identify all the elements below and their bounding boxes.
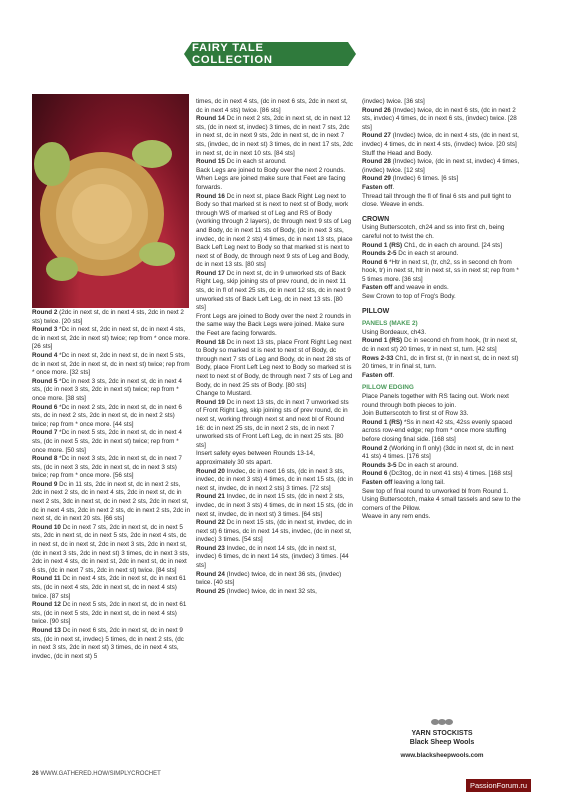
instruction-paragraph: [196, 588, 354, 597]
round-label: Round 1 (RS): [362, 241, 403, 249]
round-label: Round 23: [196, 544, 225, 552]
instruction-text: Place Panels together with RS facing out. Work next round through both pieces to join.: [362, 393, 509, 409]
instruction-text: (Invdec) twice, dc in next 6 sts, (dc in next 2 sts, invdec) 4 times, dc in next 6 sts, (invdec) twice. [28 sts]: [362, 106, 517, 131]
instruction-paragraph: [362, 419, 522, 445]
instruction-text: Dc in each st around.: [224, 158, 287, 166]
instruction-paragraph: [362, 175, 522, 184]
round-label: Round 29: [362, 175, 391, 183]
instruction-paragraph: [362, 259, 522, 285]
instruction-text: (Dc3tog, dc in next 41 sts) 4 times. [168 sts]: [387, 470, 513, 478]
round-label: Round 8: [32, 455, 58, 463]
round-label: Round 25: [196, 587, 225, 595]
instruction-text: Dc in each st around.: [396, 461, 459, 469]
instruction-text: Dc in next 13 sts, dc in next 7 unworked sts of Front Right Leg, skip joining sts of prev round, dc in next st, working through next st and next bl of Round 16: dc in next 25 sts, dc in next 2 sts, dc in next 7 unworked sts of Front Left Leg, dc in next 25 sts. [80 sts]: [196, 398, 349, 449]
subheading: PILLOW EDGING: [362, 384, 414, 392]
round-label: Round 10: [32, 523, 61, 531]
frog-illustration: [32, 94, 189, 308]
instruction-text: Using Butterscotch, ch24 and ss into first ch, being careful not to twist the ch.: [362, 224, 505, 240]
instruction-paragraph: [362, 250, 522, 259]
round-label: Round 1 (RS): [362, 418, 403, 426]
round-label: Round 2: [362, 444, 388, 452]
instruction-paragraph: [196, 115, 354, 158]
instruction-paragraph: [362, 337, 522, 354]
instruction-text: Thread tail through the fl of final 6 sts and pull tight to close. Weave in ends.: [362, 192, 512, 209]
instruction-paragraph: [196, 167, 354, 193]
round-label: Round 2: [32, 309, 58, 316]
instruction-paragraph: [196, 450, 354, 467]
round-label: Round 17: [196, 269, 225, 277]
instruction-paragraph: [196, 339, 354, 391]
instruction-paragraph: [32, 575, 190, 601]
instruction-paragraph: [196, 390, 354, 399]
instruction-text: Dc in next st, dc in 9 unworked sts of Back Right Leg, skip joining sts of prev round, dc in next 11 sts, dc in fl of next 25 sts, dc in next 12 sts, dc in next 9 unworked sts of Back Left Leg, dc in next 13 sts. [80 sts]: [196, 269, 351, 312]
subheading: PANELS (MAKE 2): [362, 320, 418, 328]
instruction-text: Sew Crown to top of Frog's Body.: [362, 293, 456, 301]
round-label: Round 12: [32, 601, 61, 609]
round-label: Round 6: [362, 470, 388, 478]
instruction-text: Sew top of final round to unworked bl from Round 1.: [362, 487, 509, 495]
instruction-text: Dc in 11 sts, 2dc in next st, dc in next 2 sts, 2dc in next 2 sts, dc in next 4 sts, 2dc in next st, dc in next 2 sts, 3dc in next st, dc in next 2 sts, 2dc in next st, dc in next 4 sts, 2dc in next 2 sts, dc in next 2 sts, 2dc in next st, dc in next 20 sts. [66 sts]: [32, 480, 190, 523]
instruction-text: Front Legs are joined to Body over the next 2 rounds in the same way the Back Legs were joined. Make sure the Feet are facing forwards.: [196, 312, 351, 338]
section-banner: [192, 42, 348, 66]
instruction-paragraph: [362, 355, 522, 372]
round-label: Round 6: [32, 403, 58, 411]
instruction-paragraph: [362, 496, 522, 513]
stockists-name: Black Sheep Wools: [409, 739, 475, 746]
instruction-text: (invdec) twice. [36 sts]: [362, 98, 425, 105]
instruction-text: Weave in any rem ends.: [362, 513, 431, 521]
instruction-paragraph: [196, 193, 354, 270]
instruction-paragraph: [196, 545, 354, 571]
instruction-text: *Dc in next st, 2dc in next st, dc in next 5 sts, dc in next st, 2dc in next st, dc in next st) twice; rep from * once more. [32 sts]: [32, 351, 190, 377]
instruction-text: Dc in each st around.: [396, 250, 459, 258]
instruction-paragraph: [32, 601, 190, 627]
instruction-text: *Dc in next 3 sts, 2dc in next st, dc in next 7 sts, (dc in next 3 sts, 2dc in next st, dc in next 3 sts) twice; rep from * once more. [56 sts]: [32, 455, 182, 480]
instruction-paragraph: [32, 455, 190, 481]
instruction-paragraph: [196, 313, 354, 339]
instruction-paragraph: [196, 270, 354, 313]
instruction-text: Change to Mustard.: [196, 390, 252, 398]
round-label: Round 15: [196, 158, 225, 166]
instruction-paragraph: [362, 513, 522, 522]
round-label: Round 22: [196, 519, 225, 527]
instruction-text: Invdec, dc in next 15 sts, (dc in next 2 sts, invdec, dc in next 3 sts) 4 times, dc in next 15 sts, (dc in next st, invdec, dc in next st) 3 times. [64 sts]: [196, 493, 353, 518]
round-label: Round 5: [32, 377, 58, 385]
instruction-paragraph: [362, 445, 522, 462]
instruction-paragraph: [196, 399, 354, 451]
instruction-text: *Htr in next st, (tr, ch2, ss in second ch from hook, tr) in next st, htr in next st, ss in next st; rep from * 5 times more. [36 sts]: [362, 258, 519, 283]
instruction-paragraph: [362, 98, 522, 107]
instruction-text: Invdec, dc in next 16 sts, (dc in next 3 sts, invdec, dc in next 3 sts) 4 times, dc in next 15 sts, (dc in next st, invdec, dc in next 2 sts) 3 times. [72 sts]: [196, 467, 353, 492]
instruction-paragraph: [196, 468, 354, 494]
instruction-paragraph: [196, 493, 354, 519]
instruction-paragraph: [362, 107, 522, 133]
instruction-paragraph: [362, 193, 522, 210]
instruction-text: Dc in next 15 sts, (dc in next st, invdec, dc in next st) 6 times, dc in next 14 sts, invdec, (dc in next st, invdec) 3 times. [54 sts]: [196, 519, 352, 544]
page-footer: [32, 771, 161, 777]
instruction-text: Using Butterscotch, make 4 small tassels and sew to the corners of the Pillow.: [362, 496, 521, 512]
instruction-text: (Invdec) twice, dc in next 4 sts, (dc in next st, invdec) 4 times, dc in next 4 sts, (invdec) twice. [20 sts]: [362, 132, 519, 148]
instruction-paragraph: [362, 410, 522, 419]
instruction-text: *Dc in next st, 2dc in next st, dc in next 4 sts, dc in next st, 2dc in next st) twice; rep from * once more. [26 sts]: [32, 326, 190, 351]
instruction-paragraph: [32, 524, 190, 576]
round-label: Fasten off: [362, 371, 393, 379]
section-heading: PILLOW: [362, 307, 390, 315]
instruction-paragraph: [196, 98, 354, 115]
instruction-text: (2dc in next st, dc in next 4 sts, 2dc in next 2 sts) twice. [20 sts]: [32, 309, 184, 325]
instruction-text: Back Legs are joined to Body over the next 2 rounds. When Legs are joined make sure that Feet are facing forwards.: [196, 166, 346, 191]
instruction-paragraph: [32, 326, 190, 352]
footer-site[interactable]: WWW.GATHERED.HOW/SIMPLYCROCHET: [40, 771, 161, 777]
stockists-title: YARN STOCKISTS: [411, 730, 473, 737]
instruction-paragraph: [362, 132, 522, 149]
frog-photo: [32, 94, 189, 308]
instruction-paragraph: [32, 309, 190, 326]
round-label: Round 1 (RS): [362, 337, 403, 345]
instruction-paragraph: [362, 393, 522, 410]
instruction-text: (Invdec) twice, (dc in next st, invdec) 4 times, (invdec) twice. [12 sts]: [362, 158, 520, 174]
instruction-paragraph: [362, 184, 522, 193]
column-middle: [196, 98, 354, 596]
round-label: Round 13: [32, 626, 61, 634]
instruction-text: *Ss in next 42 sts, 42ss evenly spaced across row-end edge; rep from * once more stuffing before closing final side. [168 sts]: [362, 418, 513, 443]
instruction-paragraph: [32, 404, 190, 430]
instruction-text: and weave in ends.: [392, 284, 449, 292]
banner-title: FAIRY TALE COLLECTION: [192, 42, 273, 66]
instruction-text: Dc in next 7 sts, 2dc in next st, dc in next 5 sts, 2dc in next st, dc in next 5 sts, 2dc in next 4 sts, dc in next st, dc in next st, 2dc in next 3 sts, 2dc in next st, (dc in next 3 sts, 2dc in next st) 3 times, dc in next 3 sts, 2dc in next 4 sts, dc in next st, 2dc in next st, dc in next 6 sts, (dc in next 7 sts, 2dc in next st) twice. [84 sts]: [32, 523, 190, 574]
round-label: Round 26: [362, 106, 391, 114]
instruction-paragraph: [362, 242, 522, 251]
instruction-text: Dc in next 6 sts, 2dc in next st, dc in next 9 sts, (dc in next st, invdec) 5 times, dc in next 2 sts, (dc in next 3 sts, 2dc in next st) 3 times, dc in next 4 sts, invdec, (dc in next st) 5: [32, 626, 184, 660]
instruction-text: Join Butterscotch to first st of Row 33.: [362, 410, 469, 418]
instruction-text: Dc in next 2 sts, 2dc in next st, dc in next 12 sts, (dc in next st, invdec) 3 times, dc in next 7 sts, 2dc in next st, dc in next 9 sts, 2dc in next st, dc in next 7 sts, (invdec, dc in next st) 3 times, dc in next 17 sts, 2dc in next st, dc in next 10 sts. [84 sts]: [196, 115, 353, 157]
instruction-text: Dc in second ch from hook, (tr in next st, dc in next st) 20 times, tr in next st, turn. [42 sts]: [362, 337, 518, 354]
instruction-text: Invdec, dc in next 14 sts, (dc in next st, invdec) 6 times, dc in next 14 sts, (invdec) 3 times. [44 sts]: [196, 544, 349, 570]
instruction-text: times, dc in next 4 sts, (dc in next 6 sts, 2dc in next st, dc in next 4 sts) twice. [86 sts]: [196, 98, 348, 114]
instruction-paragraph: [362, 479, 522, 488]
instruction-text: *Dc in next 3 sts, 2dc in next st, dc in next 4 sts, (dc in next 3 sts, 2dc in next st) twice; rep from * once more. [38 sts]: [32, 377, 182, 402]
instruction-paragraph: [362, 150, 522, 159]
instruction-paragraph: [362, 284, 522, 293]
instruction-text: Dc in next st, place Back Right Leg next to Body so that marked st is next to next st of Body, work through WS of marked st of Leg and RS of Body (working through 2 layers), dc through next 9 sts of Leg and Body, dc in next 11 sts of Body, (dc in next 3 sts, invdec, dc in next 2 sts) 4 times, dc in next 13 sts, place Back Left Leg next to Body so that marked st is next to next st of Body, dc through next 9 sts of Leg and Body, dc in next 13 sts. [80 sts]: [196, 192, 353, 269]
column-right: [362, 98, 522, 522]
page-number: 26: [32, 771, 39, 777]
instruction-text: (Working in fl only) (3dc in next st, dc in next 41 sts) 4 times. [176 sts]: [362, 444, 514, 461]
instruction-paragraph: [32, 481, 190, 524]
instruction-paragraph: [362, 293, 522, 302]
instruction-text: .: [392, 371, 395, 379]
instruction-paragraph: [32, 429, 190, 455]
instruction-paragraph: [196, 158, 354, 167]
instruction-paragraph: [362, 462, 522, 471]
round-label: Round 9: [32, 480, 58, 488]
instruction-text: Stuff the Head and Body.: [362, 149, 433, 157]
round-label: Round 7: [32, 429, 58, 437]
instruction-text: .: [392, 183, 395, 191]
instruction-paragraph: [362, 224, 522, 241]
instruction-text: *Dc in next 2 sts, 2dc in next st, dc in next 6 sts, dc in next 2 sts, 2dc in next st, dc in next 2 sts) twice; rep from * once more. [44 sts]: [32, 403, 182, 428]
instruction-paragraph: [32, 352, 190, 378]
instruction-text: Ch1, dc in each ch around. [24 sts]: [402, 241, 502, 249]
round-label: Round 11: [32, 575, 61, 583]
instruction-paragraph: [362, 329, 522, 338]
instruction-text: *Dc in next 5 sts, 2dc in next st, dc in next 4 sts, (dc in next 5 sts, 2dc in next st) twice; rep from * once more. [50 sts]: [32, 429, 182, 454]
stockists-url[interactable]: www.blacksheepwools.com: [400, 752, 484, 759]
instruction-paragraph: [32, 378, 190, 404]
round-label: Round 20: [196, 467, 225, 475]
round-label: Round 28: [362, 158, 391, 166]
instruction-text: (Invdec) twice, dc in next 36 sts, (invdec) twice. [40 sts]: [196, 570, 342, 587]
instruction-text: leaving a long tail.: [392, 478, 445, 486]
sheep-icon: [430, 718, 454, 726]
instruction-paragraph: [362, 488, 522, 497]
instruction-text: (Invdec) 6 times. [6 sts]: [390, 175, 459, 183]
round-label: Fasten off: [362, 284, 393, 292]
instruction-text: Insert safety eyes between Rounds 13-14, approximately 30 sts apart.: [196, 450, 315, 466]
round-label: Fasten off: [362, 183, 393, 191]
yarn-stockists: [362, 718, 522, 759]
round-label: Round 6: [362, 258, 388, 266]
watermark: PassionForum.ru: [466, 779, 531, 792]
section-heading: CROWN: [362, 215, 390, 223]
instruction-paragraph: [196, 571, 354, 588]
round-label: Round 19: [196, 398, 225, 406]
round-label: Rounds 3-5: [362, 461, 397, 469]
round-label: Round 4: [32, 351, 58, 359]
round-label: Round 14: [196, 115, 225, 123]
instruction-text: Ch1, dc in first st, (tr in next st, dc in next st) 20 times, tr in final st, turn.: [362, 354, 519, 371]
instruction-text: (Invdec) twice, dc in next 32 sts,: [224, 587, 317, 595]
round-label: Round 18: [196, 338, 225, 346]
round-label: Fasten off: [362, 478, 393, 486]
instruction-text: Dc in next 5 sts, 2dc in next st, dc in next 61 sts, (dc in next 5 sts, 2dc in next st, dc in next 4 sts) twice. [90 sts]: [32, 601, 187, 626]
instruction-text: Dc in next 4 sts, 2dc in next st, dc in next 61 sts, (dc in next 4 sts, 2dc in next st, dc in next 4 sts) twice. [87 sts]: [32, 575, 187, 600]
instruction-text: Using Bordeaux, ch43.: [362, 328, 427, 336]
column-left: [32, 309, 190, 661]
round-label: Round 16: [196, 192, 225, 200]
instruction-paragraph: [362, 158, 522, 175]
round-label: Round 3: [32, 326, 58, 334]
round-label: Rows 2-33: [362, 354, 394, 362]
instruction-paragraph: [362, 372, 522, 381]
instruction-paragraph: [362, 470, 522, 479]
instruction-paragraph: [196, 519, 354, 545]
round-label: Round 24: [196, 570, 225, 578]
instruction-paragraph: [32, 627, 190, 661]
round-label: Round 27: [362, 132, 391, 140]
round-label: Round 21: [196, 493, 225, 501]
round-label: Rounds 2-5: [362, 250, 397, 258]
instruction-text: Dc in next 13 sts, place Front Right Leg next to Body so marked st is next to next st of Body, dc through next 7 sts of Leg and Body, dc in next 28 sts of Body, place Front Left Leg next to Body so marked st is next to next st of Body, dc through next 7 sts of Leg and Body, dc in next 25 sts of Body. [80 sts]: [196, 338, 353, 389]
